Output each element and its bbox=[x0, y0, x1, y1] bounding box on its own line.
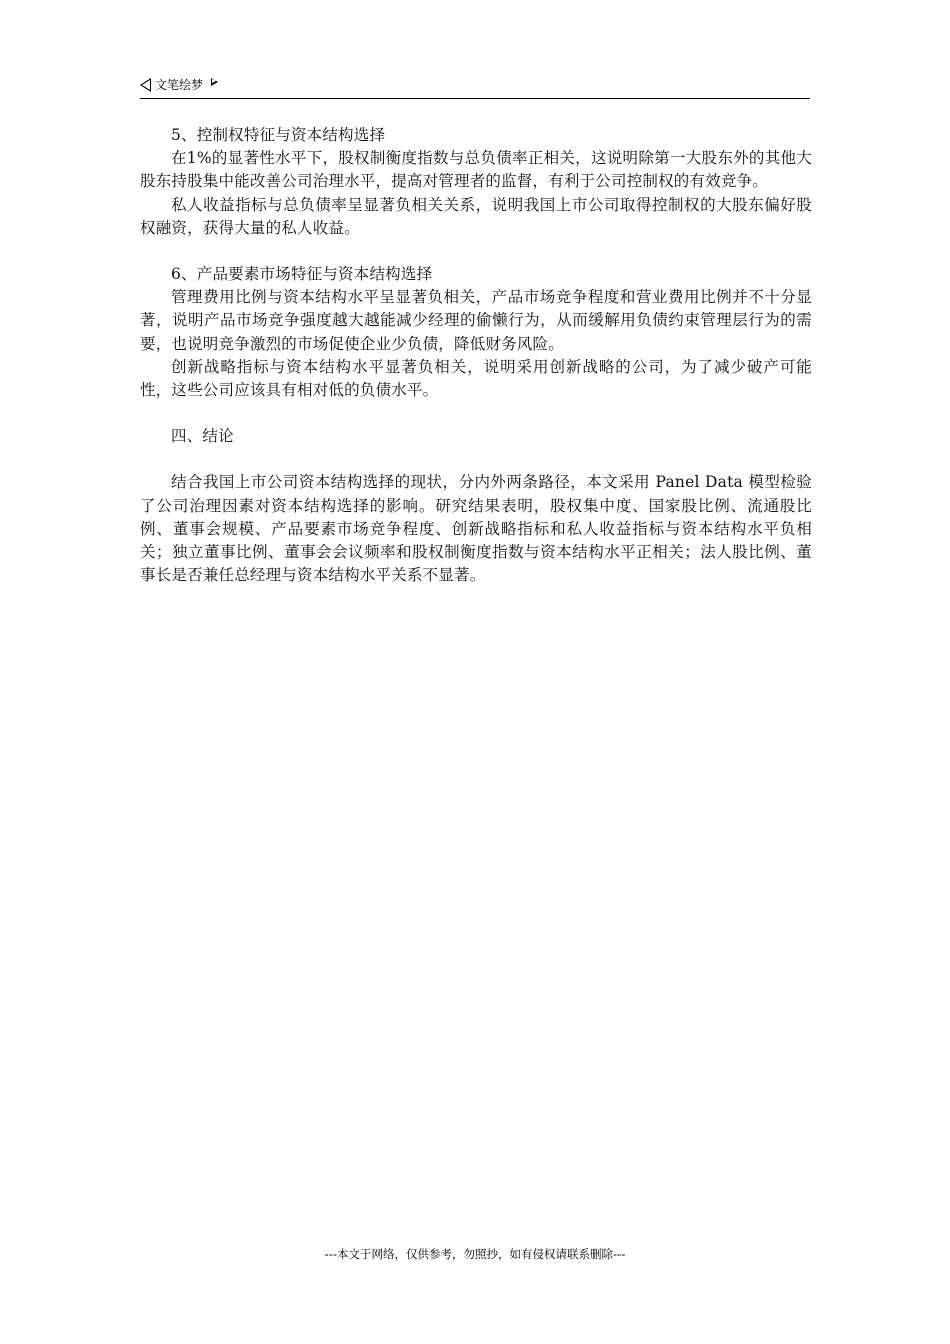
spacer bbox=[140, 448, 812, 471]
page-header bbox=[140, 74, 810, 99]
spacer bbox=[140, 402, 812, 425]
header-content bbox=[140, 76, 218, 93]
section-6-heading: 6、产品要素市场特征与资本结构选择 bbox=[171, 265, 433, 284]
conclusion-heading: 四、结论 bbox=[171, 427, 234, 446]
section-5-paragraph-2: 私人收益指标与总负债率呈显著负相关关系，说明我国上市公司取得控制权的大股东偏好股权融资，获得大量的私人收益。 bbox=[140, 195, 812, 237]
triangle-left-icon bbox=[140, 78, 151, 92]
header-title: 文笔绘梦 bbox=[155, 78, 204, 92]
section-5-paragraph-1: 在1%的显著性水平下，股权制衡度指数与总负债率正相关，这说明除第一大股东外的其他大股东持股集中能改善公司治理水平，提高对管理者的监督，有利于公司控制权的有效竞争。 bbox=[140, 149, 812, 191]
section-6-paragraph-2: 创新战略指标与资本结构水平显著负相关，说明采用创新战略的公司，为了减少破产可能性，这些公司应该具有相对低的负债水平。 bbox=[140, 357, 812, 400]
conclusion-paragraph: 结合我国上市公司资本结构选择的现状，分内外两条路径，本文采用 Panel Data 模型检验了公司治理因素对资本结构选择的影响。研究结果表明，股权集中度、国家股比例、流通股比例、董事会规模、产品要素市场竞争程度、创新战略指标和私人收益指标与资本结构水平负相关；独立董事比例、董事会会议频率和股权制衡度指数与资本结构水平正相关；法人股比例、董事长是否兼任总经理与资本结构水平关系不显著。 bbox=[140, 473, 812, 585]
section-5-heading: 5、控制权特征与资本结构选择 bbox=[171, 126, 386, 144]
triangle-right-icon bbox=[211, 78, 218, 86]
spacer bbox=[140, 240, 812, 263]
section-6-paragraph-1: 管理费用比例与资本结构水平呈显著负相关，产品市场竞争程度和营业费用比例并不十分显著，说明产品市场竞争强度越大越能减少经理的偷懒行为，从而缓解用负债约束管理层行为的需要，也说明竞争激烈的市场促使企业少负债，降低财务风险。 bbox=[140, 288, 812, 353]
document-body bbox=[140, 124, 812, 587]
page-footer: ---本文于网络，仅供参考，勿照抄，如有侵权请联系删除--- bbox=[324, 1247, 626, 1261]
